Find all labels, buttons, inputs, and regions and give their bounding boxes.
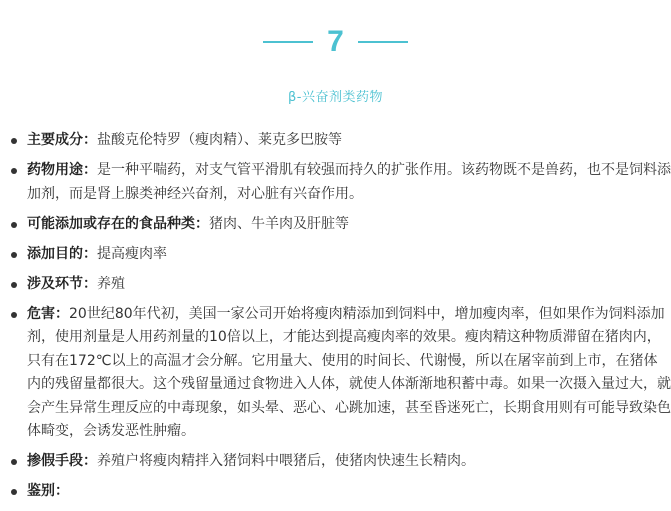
item-key: 药物用途： (27, 162, 97, 178)
item-value: 养殖户将瘦肉精拌入猪饲料中喂猪后，使猪肉快速生长精肉。 (97, 453, 475, 469)
item-value: 养殖 (97, 275, 125, 292)
item-key: 可能添加或存在的食品种类： (27, 215, 209, 232)
item-key: 掺假手段： (27, 453, 97, 469)
list-item-purpose (27, 243, 671, 267)
item-key: 添加目的： (27, 245, 97, 262)
item-value: 是一种平喘药，对支气管平滑肌有较强而持久的扩张作用。该药物既不是兽药，也不是饲料添加剂，而是肾上腺类神经兴奋剂，对心脏有兴奋作用。 (27, 162, 671, 202)
section-number-row (0, 24, 671, 60)
list-item-main-ingredients (27, 129, 671, 153)
item-value: 20世纪80年代初，美国一家公司开始将瘦肉精添加到饲料中，增加瘦肉率，但如果作为饲料添加剂，使用剂量是人用药剂量的10倍以上，才能达到提高瘦肉率的效果。瘦肉精这种物质滞留在猪肉内，只有在172℃以上的高温才会分解。它用量大、使用的时间长、代谢慢，所以在屠宰前到上市，在猪体内的残留量都很大。这个残留量通过食物进入人体，就使人体渐渐地积蓄中毒。如果一次摄入量过大，就会产生异常生理反应的中毒现象，如头晕、恶心、心跳加速，甚至昏迷死亡，长期食用则有可能导致染色体畸变，会诱发恶性肿瘤。 (27, 305, 671, 439)
section-number: 7 (327, 25, 344, 58)
list-item-adulteration-method (27, 450, 671, 474)
section-header (0, 24, 671, 60)
item-key: 主要成分： (27, 132, 97, 148)
item-value: 提高瘦肉率 (97, 245, 167, 262)
item-value: 盐酸克伦特罗（瘦肉精）、莱克多巴胺等 (97, 132, 342, 148)
info-list (0, 129, 671, 510)
section-subtitle: β-兴奋剂类药物 (288, 90, 383, 105)
item-key: 涉及环节： (27, 275, 97, 292)
item-key: 鉴别： (27, 483, 69, 499)
right-divider (358, 41, 408, 43)
item-value: 猪肉、牛羊肉及肝脏等 (209, 215, 349, 232)
list-item-identification (27, 480, 671, 504)
list-item-food-types (27, 213, 671, 237)
left-divider (263, 41, 313, 43)
list-item-drug-use (27, 159, 671, 206)
list-item-stage (27, 273, 671, 297)
item-key: 危害： (27, 305, 69, 322)
list-item-harm (27, 303, 671, 444)
